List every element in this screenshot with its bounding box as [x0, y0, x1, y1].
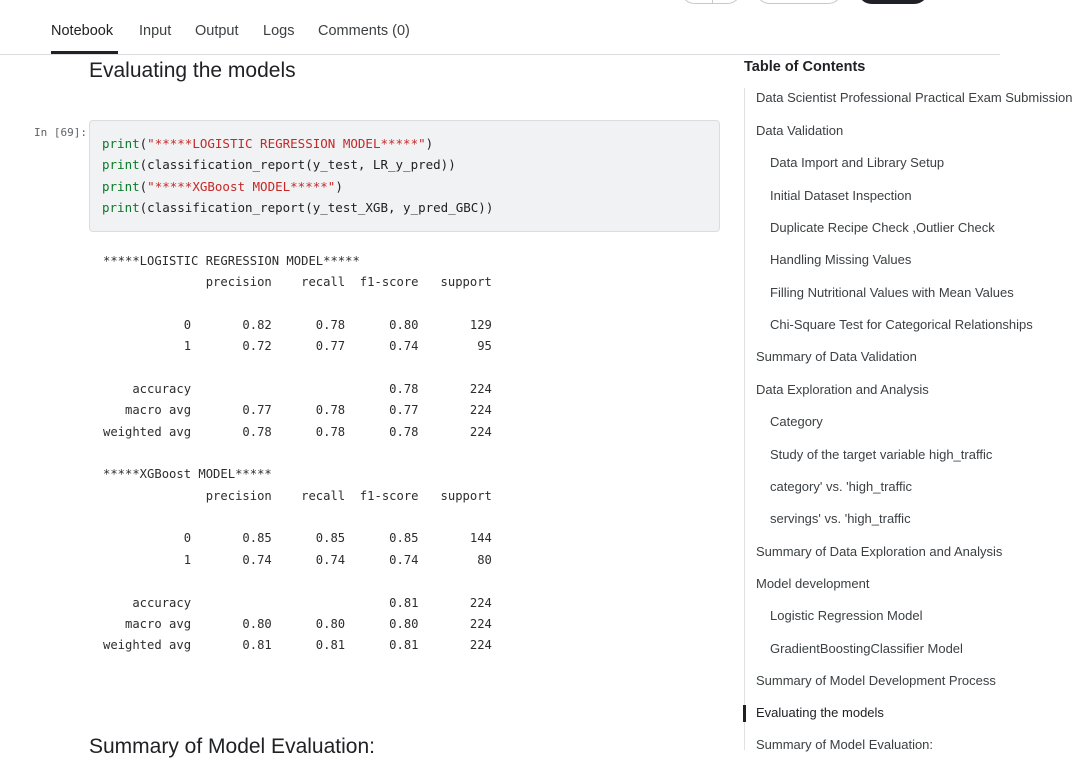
tab-comments[interactable]: Comments (0)	[318, 23, 410, 39]
toc-item[interactable]: Study of the target variable high_traffic	[770, 447, 993, 462]
toc-item[interactable]: Logistic Regression Model	[770, 608, 923, 623]
toc-item[interactable]: Summary of Model Development Process	[756, 673, 996, 688]
next-section-heading: Summary of Model Evaluation:	[89, 735, 375, 758]
table-of-contents	[743, 56, 1072, 752]
tab-output[interactable]: Output	[195, 23, 239, 39]
code-line: print("*****LOGISTIC REGRESSION MODEL*****")	[102, 136, 434, 151]
tab-input[interactable]: Input	[139, 23, 172, 39]
tab-logs[interactable]: Logs	[263, 23, 295, 39]
toc-item[interactable]: Filling Nutritional Values with Mean Values	[770, 285, 1014, 300]
toc-item[interactable]: Model development	[756, 576, 870, 591]
cell-output: *****LOGISTIC REGRESSION MODEL***** precision recall f1-score support 0 0.82 0.78 0.80 129 1 0.72 0.77 0.74 95 accuracy 0.78 224 macro avg 0.77 0.78 0.77 224 weighted avg 0.78 0.78 0.78 224 *****XGBoost MODEL***** precision recall f1-score support 0 0.85 0.85 0.85 144 1 0.74 0.74 0.74 80 accuracy 0.81 224 macro avg 0.80 0.80 0.80 224 weighted avg 0.81 0.81 0.81 224	[103, 254, 492, 653]
code-line: print("*****XGBoost MODEL*****")	[102, 178, 343, 194]
toc-item[interactable]: Data Validation	[756, 123, 844, 138]
toc-item[interactable]: GradientBoostingClassifier Model	[770, 641, 963, 656]
tab-notebook[interactable]: Notebook	[51, 23, 114, 39]
toc-item[interactable]: servings' vs. 'high_traffic	[770, 511, 911, 526]
toc-item[interactable]: Initial Dataset Inspection	[770, 188, 912, 203]
toc-item[interactable]: Handling Missing Values	[770, 252, 912, 267]
toc-item[interactable]: Chi-Square Test for Categorical Relationships	[770, 317, 1033, 332]
toc-item[interactable]: Data Import and Library Setup	[770, 155, 945, 170]
section-heading: Evaluating the models	[89, 59, 296, 82]
toc-item[interactable]: Data Exploration and Analysis	[756, 382, 929, 397]
toc-item[interactable]: Category	[770, 414, 823, 429]
toc-rail	[744, 88, 745, 750]
toc-title: Table of Contents	[744, 59, 866, 75]
active-tab-indicator	[51, 51, 118, 54]
toc-active-indicator	[743, 705, 746, 722]
toc-item[interactable]: Data Scientist Professional Practical Exam Submission	[756, 90, 1072, 105]
code-cell[interactable]	[89, 120, 720, 232]
code-line: print(classification_report(y_test, LR_y_pred))	[102, 157, 456, 173]
toc-item-active[interactable]: Evaluating the models	[756, 705, 884, 720]
toc-item[interactable]: Summary of Data Validation	[756, 349, 917, 364]
toc-item[interactable]: Summary of Data Exploration and Analysis	[756, 544, 1003, 559]
toc-item[interactable]: Summary of Model Evaluation:	[756, 737, 934, 752]
cell-execution-prompt: In [69]:	[34, 126, 87, 139]
code-line: print(classification_report(y_test_XGB, y_pred_GBC))	[102, 199, 494, 215]
toc-item[interactable]: category' vs. 'high_traffic	[770, 479, 913, 494]
tab-bar	[0, 0, 1000, 55]
toc-item[interactable]: Duplicate Recipe Check ,Outlier Check	[770, 220, 995, 235]
